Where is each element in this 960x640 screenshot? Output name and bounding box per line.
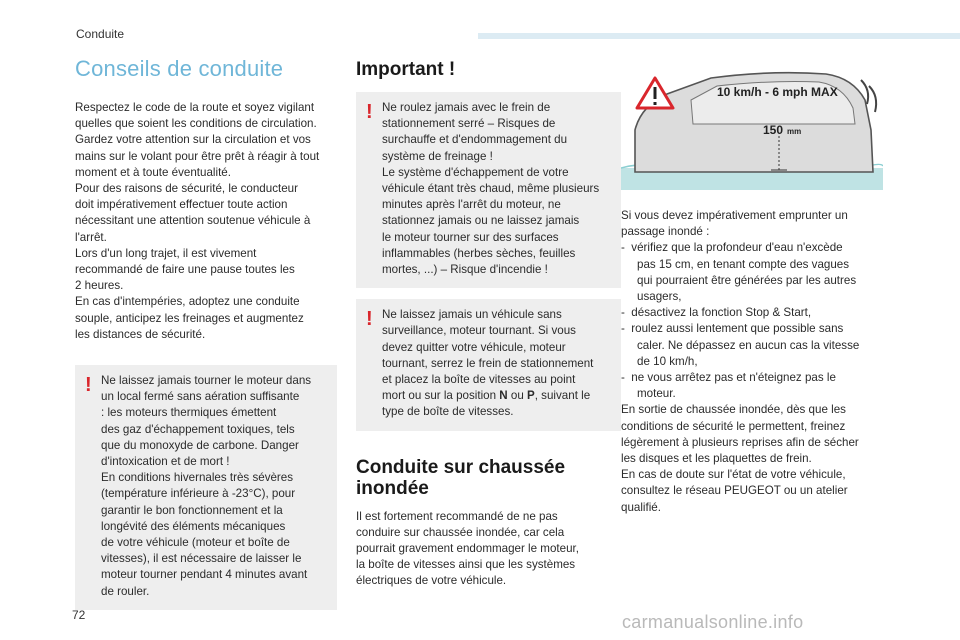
flood-lead-text: Si vous devez impérativement emprunter un passage inondé : bbox=[621, 209, 848, 239]
header-bar bbox=[478, 33, 960, 39]
flood-bullet: - roulez aussi lentement que possible sans caler. Ne dépassez en aucun cas la vitesse de 10 km/h, bbox=[621, 322, 860, 368]
warning-icon: ! bbox=[366, 308, 373, 331]
page-title: Conseils de conduite bbox=[75, 56, 284, 81]
page-number: 72 bbox=[72, 608, 86, 622]
flood-bullet: - ne vous arrêtez pas et n'éteignez pas le moteur. bbox=[621, 371, 836, 401]
triangle-exclamation bbox=[654, 87, 657, 99]
flood-outro-text: En sortie de chaussée inondée, dès que les conditions de sécurité le permettent, freinez légèrement à plusieurs reprises afin de sécher les disques et les plaquettes de frein. En cas de doute sur l'état de votre véhicule, consultez le réseau PEUGEOT ou un atelier qualifié. bbox=[621, 403, 859, 514]
flooded-road-heading: Conduite sur chaussée inondée bbox=[356, 456, 566, 499]
flood-bullet: - désactivez la fonction Stop & Start, bbox=[621, 306, 812, 320]
motion-line-icon bbox=[869, 86, 876, 112]
important-heading: Important ! bbox=[356, 59, 456, 80]
flood-bullet: - vérifiez que la profondeur d'eau n'excède pas 15 cm, en tenant compte des vagues qui pourraient être générées par les autres usagers, bbox=[621, 241, 857, 304]
column-flooded-road bbox=[621, 56, 883, 516]
triangle-dot bbox=[654, 102, 657, 105]
warning-box-engine bbox=[75, 365, 337, 610]
speed-limit-label: 10 km/h - 6 mph MAX bbox=[717, 85, 838, 99]
column-driving-advice bbox=[75, 56, 337, 610]
warning-box-parking-brake bbox=[356, 92, 621, 288]
column-important bbox=[356, 56, 621, 590]
depth-unit: mm bbox=[787, 127, 802, 136]
watermark: carmanualsonline.info bbox=[622, 612, 804, 632]
flooded-road-text: Il est fortement recommandé de ne pas conduire sur chaussée inondée, car cela pourrait gravement endommager le moteur, la boîte de vitesses ainsi que les systèmes électriques de votre véhicule. bbox=[356, 509, 579, 588]
flood-illustration bbox=[621, 60, 883, 200]
warning-box-unattended bbox=[356, 299, 621, 430]
depth-value: 150 bbox=[763, 123, 784, 137]
warning-icon: ! bbox=[366, 101, 373, 123]
section-label: Conduite bbox=[76, 27, 125, 41]
intro-paragraph: Respectez le code de la route et soyez vigilant quelles que soient les conditions de circulation. Gardez votre attention sur la circulation et vos mains sur le volant pour être prêt à réagir à tout moment et à toute éventualité. Pour des raisons de sécurité, le conducteur doit impérativement effectuer toute action nécessitant une attention soutenue véhicule à l'arrêt. Lors d'un long trajet, il est vivement recommandé de faire une pause toutes les 2 heures. En cas d'intempéries, adoptez une conduite souple, anticipez les freinages et augmentez les distances de sécurité. bbox=[75, 101, 320, 341]
warning-text: Ne laissez jamais un véhicule sans surveillance, moteur tournant. Si vous devez quitter votre véhicule, moteur tournant, serrez le frein de stationnement et placez la boîte de vitesses au point mort ou sur la position N ou P, suivant le type de boîte de vitesses. bbox=[382, 308, 594, 419]
warning-text: Ne roulez jamais avec le frein de stationnement serré – Risques de surchauffe et d'endommagement du système de freinage ! Le système d'échappement de votre véhicule étant très chaud, même plusieurs minutes après l'arrêt du moteur, ne stationnez jamais ou ne laissez jamais le moteur tourner sur des surfaces inflammables (herbes sèches, feuilles mortes, ...) – Risque d'incendie ! bbox=[382, 101, 600, 277]
warning-text: Ne laissez jamais tourner le moteur dans un local fermé sans aération suffisante : les moteurs thermiques émettent des gaz d'échappement toxiques, tels que du monoxyde de carbone. Danger d'intoxication et de mort ! En conditions hivernales très sévères (température inférieure à -23°C), pour garantir le bon fonctionnement et la longévité des éléments mécaniques de votre véhicule (moteur et boîte de vitesses), il est nécessaire de laisser le moteur tourner pendant 4 minutes avant de rouler. bbox=[101, 374, 312, 598]
warning-icon: ! bbox=[85, 374, 92, 397]
